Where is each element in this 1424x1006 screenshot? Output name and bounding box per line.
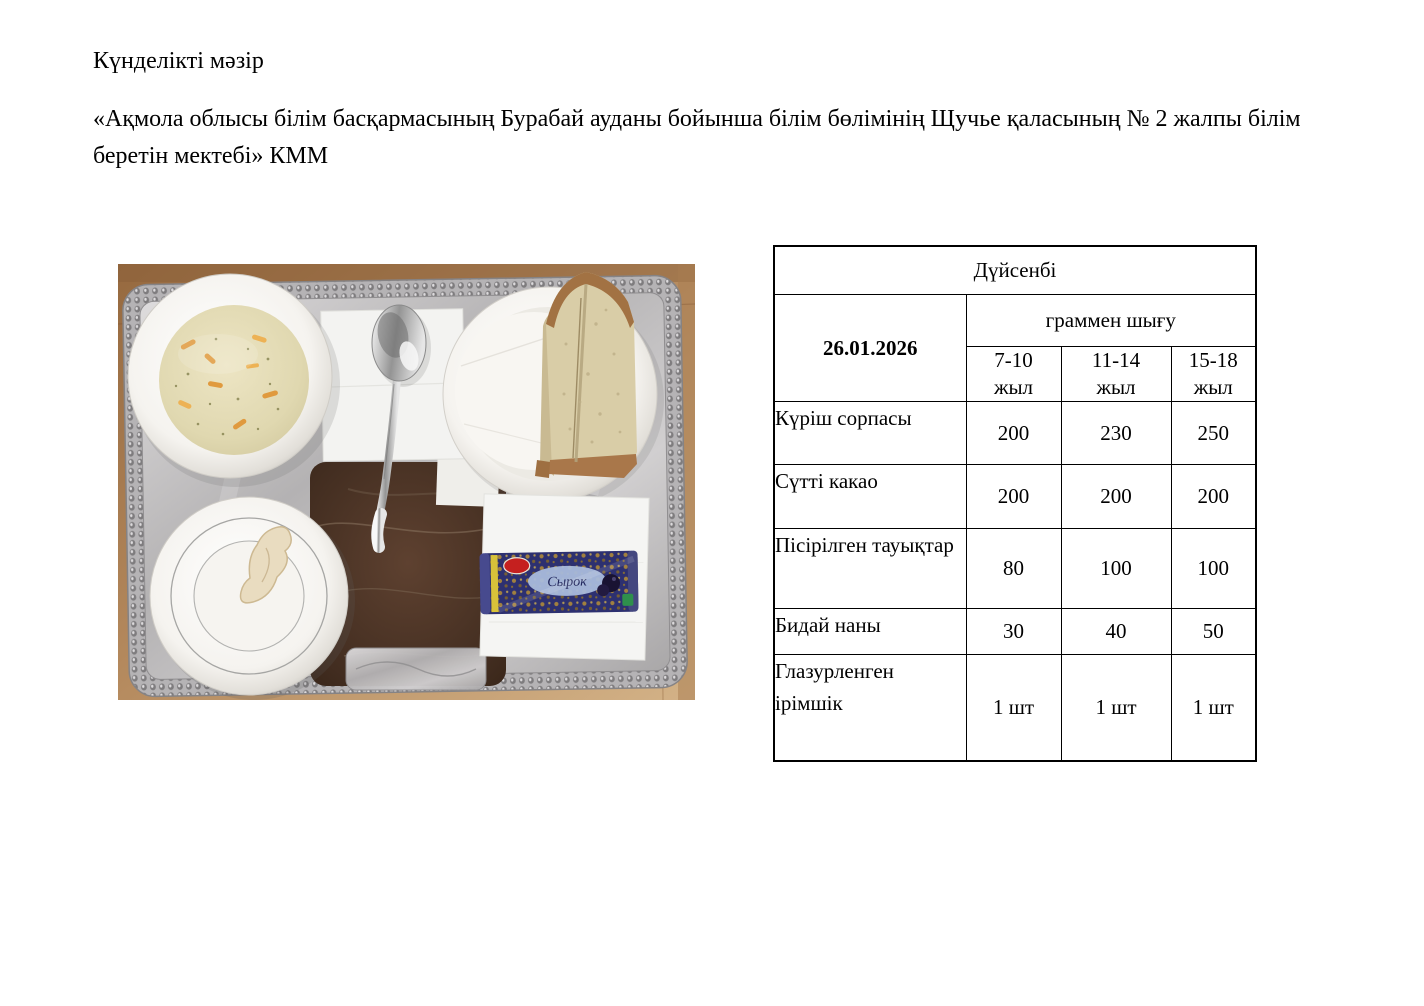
menu-table bbox=[773, 245, 1257, 762]
portion-value: 80 bbox=[966, 528, 1061, 608]
snack-logo bbox=[504, 557, 530, 573]
day-header-row bbox=[774, 246, 1256, 294]
menu-row bbox=[774, 464, 1256, 528]
portion-value: 200 bbox=[1061, 464, 1171, 528]
snack-green-tag bbox=[622, 594, 633, 606]
menu-row bbox=[774, 528, 1256, 608]
snack-label: Сырок bbox=[547, 574, 587, 591]
dish-name: Бидай наны bbox=[774, 608, 966, 654]
portion-value: 200 bbox=[1171, 464, 1256, 528]
unit-header-cell: граммен шығу bbox=[966, 294, 1256, 346]
tray-emblem bbox=[346, 648, 486, 690]
age-group-7-10 bbox=[966, 346, 1061, 401]
portion-value: 100 bbox=[1171, 528, 1256, 608]
dish-name: Күріш сорпасы bbox=[774, 401, 966, 464]
portion-value: 1 шт bbox=[1061, 654, 1171, 761]
page-title: Күнделікті мәзір bbox=[93, 48, 264, 74]
lunch-photo bbox=[118, 264, 695, 700]
lunch-photo-canvas bbox=[118, 264, 695, 700]
date-cell: 26.01.2026 bbox=[774, 294, 966, 401]
portion-value: 50 bbox=[1171, 608, 1256, 654]
portion-value: 100 bbox=[1061, 528, 1171, 608]
age-range: 11-14 bbox=[1091, 347, 1141, 372]
portion-value: 40 bbox=[1061, 608, 1171, 654]
age-range: 7-10 bbox=[994, 347, 1033, 372]
school-subtitle: «Ақмола облысы білім басқармасының Бурабай ауданы бойынша білім бөлімінің Щучье қаласының № 2 жалпы білім беретін мектебі» КММ bbox=[93, 106, 1301, 169]
unit-header-row bbox=[774, 294, 1256, 346]
portion-value: 30 bbox=[966, 608, 1061, 654]
age-unit: жыл bbox=[993, 374, 1034, 399]
portion-value: 200 bbox=[966, 401, 1061, 464]
day-header-cell: Дүйсенбі bbox=[774, 246, 1256, 294]
dish-name: Глазурленген ірімшік bbox=[774, 654, 966, 761]
age-group-15-18 bbox=[1171, 346, 1256, 401]
portion-value: 250 bbox=[1171, 401, 1256, 464]
portion-value: 1 шт bbox=[1171, 654, 1256, 761]
menu-row bbox=[774, 654, 1256, 761]
age-group-11-14 bbox=[1061, 346, 1171, 401]
portion-value: 230 bbox=[1061, 401, 1171, 464]
portion-value: 1 шт bbox=[966, 654, 1061, 761]
menu-row bbox=[774, 401, 1256, 464]
age-range: 15-18 bbox=[1188, 347, 1238, 372]
dish-name: Сүтті какао bbox=[774, 464, 966, 528]
age-unit: жыл bbox=[1096, 374, 1136, 399]
curd-snack-wrapper bbox=[479, 551, 638, 615]
portion-value: 200 bbox=[966, 464, 1061, 528]
age-unit: жыл bbox=[1193, 374, 1233, 399]
dish-name: Пісірілген тауықтар bbox=[774, 528, 966, 608]
menu-row bbox=[774, 608, 1256, 654]
